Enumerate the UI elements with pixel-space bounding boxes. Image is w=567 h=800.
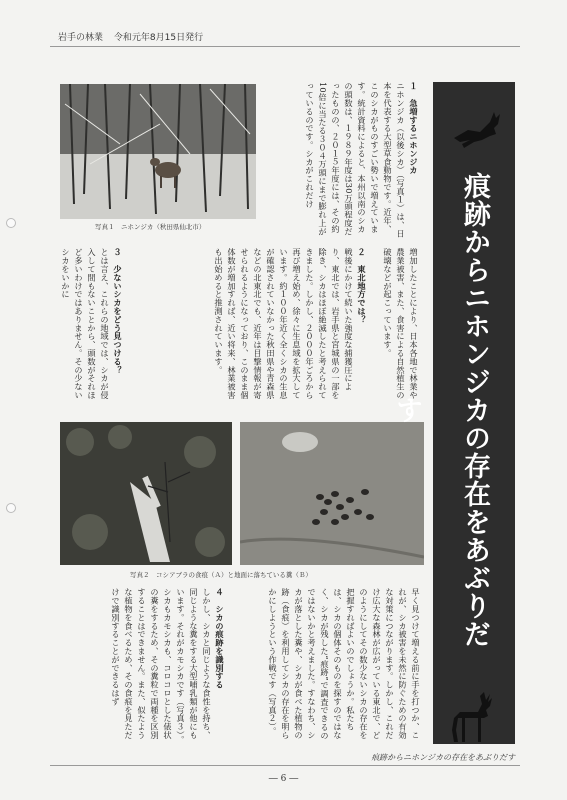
- page-number: ― 6 ―: [268, 774, 299, 784]
- article-column-bottom-1: [232, 588, 422, 744]
- running-title: 痕跡からニホンジカの存在をあぶりだす: [371, 753, 515, 762]
- section-3-body: とは言え、これらの地域では、シカが侵入して間もないことから、頭数がそれほど多いわけではありません。その少ないシカをいかに: [61, 248, 110, 400]
- photo1-caption: 写真１ ニホンジカ（秋田県仙北市）: [95, 223, 206, 231]
- photo-sika-deer: [60, 84, 256, 219]
- section-3-body-continued: 早く見つけて増える前に手を打つか、これが、シカ被害を未然に防ぐための有効な対策につながります。しかし、これだけ広大な森林が広がっている東北で、どのようにしてその数少ないシカの存在を把握すればよいのでしょうか。私たちは、シカの個体そのものを探すのではなく、シカが残した“痕跡”で調査できるのではないかと考えました。すなわち、シカが落とした糞や、シカが食べた植物の跡（食痕）を利用してシカの存在を明らかにしようという作戦です（写真２）。: [268, 588, 421, 740]
- article-title: 痕跡からニホンジカの存在をあぶりだす: [391, 172, 490, 648]
- newsletter-name: 岩手の林業: [58, 33, 104, 43]
- article-column-bottom-2: [60, 588, 226, 744]
- photo-feeding-trace: [60, 422, 232, 565]
- punch-hole: [6, 218, 16, 228]
- deer-droppings-image: [240, 422, 424, 565]
- section-1-body: ニホンジカ（以後シカ）（写真１）は、日本を代表する大型草食動物です。近年、このシカがものすごい勢いで増えています。統計資料によると、本州以南のシカの頭数は、１９８９年度は30万頭程度だったものの、２０１５年度には、その約10倍に当たる３０４万頭にまで膨れ上がっているのです。シカがこれだけ: [305, 82, 406, 238]
- header-rule: [50, 46, 520, 47]
- browsed-plant-image: [60, 422, 232, 565]
- section-heading-3: ３ 少ないシカをどう見つける？: [113, 248, 123, 374]
- section-heading-1: １ 急増するニホンジカ: [409, 82, 419, 175]
- issue-date: 令和元年8月15日発行: [113, 33, 204, 43]
- section-4-body: しかし、シカと同じような食性を持ち、同じような糞をする大型哺乳類が他にもいます。それがカモシカです（写真３）。シカもカモシカも、コロコロとした俵状の糞をするため、その糞粒で両種を区別することはできません。また、似たような植物を食べるため、その食痕を見ただけで識別することができるはず: [111, 588, 212, 744]
- photo2-caption: 写真２ コシアブラの食痕（Ａ）と地面に落ちている糞（Ｂ）: [130, 571, 312, 579]
- punch-hole: [6, 503, 16, 513]
- leaping-deer-icon: [450, 108, 506, 152]
- section-2-body: 戦後にかけて続いた強度な捕獲圧により、東北では、岩手県と宮城県の一部を除き、シカはほぼ絶滅したと考えられてきました。しかし、２０００年ごろから再び増え始め、徐々に生息域を拡大しています。約１００年近く全くシカの生息が確認されていなかった秋田県や青森県などの北東北でも、近年は目撃情報が寄せられるようになっており、このまま個体数が増加すれば、近い将来、林業被害も出始めると推測されています。: [214, 248, 354, 400]
- standing-deer-icon: [448, 690, 504, 744]
- photo-droppings: [240, 422, 424, 565]
- section-1-body-continued: 増加したことにより、日本各地で林業や農業被害、また、食害による自然植生の破壊などが起こっています。: [383, 248, 419, 400]
- section-heading-4: ４ シカの痕跡を識別する: [215, 588, 225, 689]
- footer-rule: [50, 765, 520, 766]
- deer-in-snow-image: [60, 84, 256, 219]
- page-header: [58, 30, 211, 43]
- article-column-top-3: [60, 248, 124, 400]
- article-column-top-1: [268, 82, 420, 240]
- section-heading-2: ２ 東北地方では？: [357, 248, 367, 324]
